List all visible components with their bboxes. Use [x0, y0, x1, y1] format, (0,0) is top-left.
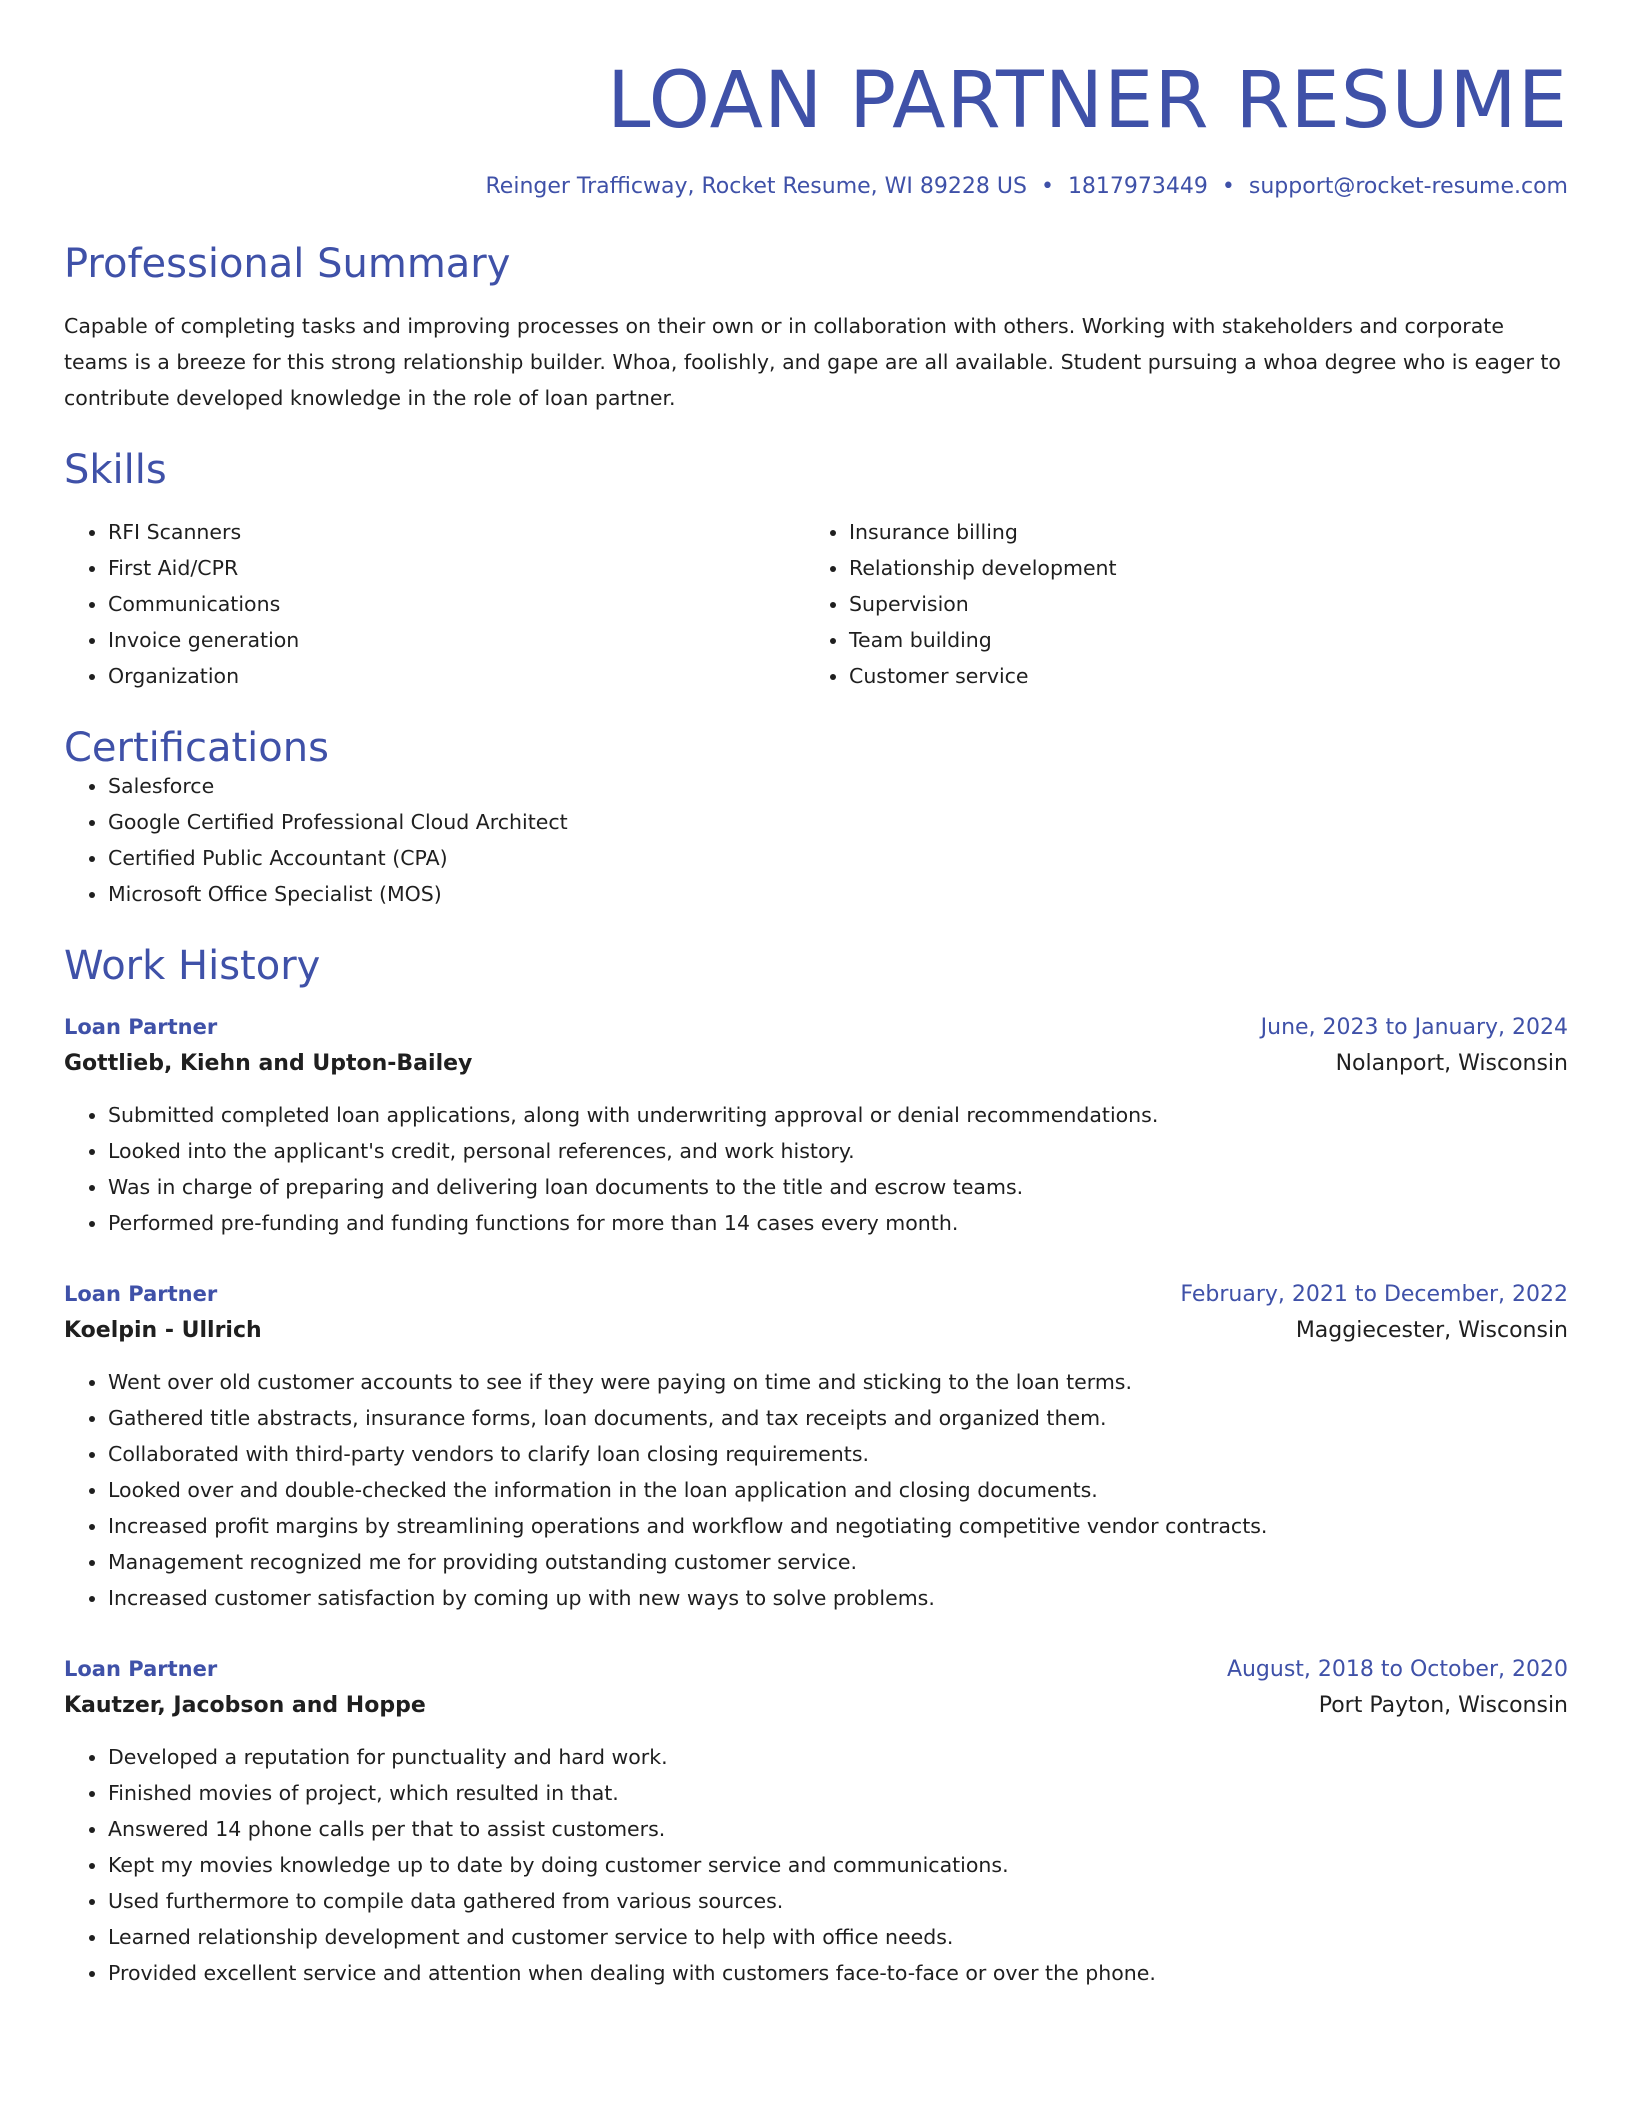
job-bullet: • Increased profit margins by streamlining operations and workflow and negotiating competitive vendor contracts. — [108, 1508, 1568, 1544]
job-bullet: • Went over old customer accounts to see if they were paying on time and sticking to the loan terms. — [108, 1364, 1568, 1400]
job-company-row — [64, 1312, 1568, 1350]
skills-column-left — [64, 514, 805, 694]
job-title: Loan Partner — [64, 1015, 218, 1039]
job-header-row — [64, 1010, 1568, 1045]
job-header-row — [64, 1277, 1568, 1312]
skill-item: • Invoice generation — [108, 622, 805, 658]
skill-item: • Customer service — [849, 658, 1546, 694]
skill-item: • Communications — [108, 586, 805, 622]
skill-item: • Insurance billing — [849, 514, 1546, 550]
job-entry — [64, 1010, 1568, 1241]
skill-item: • Organization — [108, 658, 805, 694]
certifications-list — [64, 768, 1568, 912]
job-bullet: • Increased customer satisfaction by coming up with new ways to solve problems. — [108, 1580, 1568, 1616]
job-company-row — [64, 1687, 1568, 1725]
contact-phone: 1817973449 — [1067, 174, 1208, 199]
job-location: Port Payton, Wisconsin — [1318, 1693, 1568, 1718]
summary-text: Capable of completing tasks and improving processes on their own or in collaboration with others. Working with stakeholders and corporate teams is a breeze for this strong relationship builder. Whoa, foolishly, and gape are all available. Student pursuing a whoa degree who is eager to contribute developed knowledge in the role of loan partner. — [64, 314, 1561, 410]
job-location: Nolanport, Wisconsin — [1335, 1051, 1568, 1076]
job-title: Loan Partner — [64, 1282, 218, 1306]
job-title: Loan Partner — [64, 1657, 218, 1681]
job-bullet: • Performed pre-funding and funding functions for more than 14 cases every month. — [108, 1205, 1568, 1241]
certifications-heading: Certifications — [64, 725, 329, 771]
skill-item: • Relationship development — [849, 550, 1546, 586]
contact-address: Reinger Trafficway, Rocket Resume, WI 89228 US — [485, 174, 1027, 199]
skills-column-right — [805, 514, 1546, 694]
job-bullet: • Collaborated with third-party vendors to clarify loan closing requirements. — [108, 1436, 1568, 1472]
skill-item: • Supervision — [849, 586, 1546, 622]
job-dates: February, 2021 to December, 2022 — [1180, 1282, 1568, 1307]
certification-item: • Certified Public Accountant (CPA) — [108, 840, 1568, 876]
job-bullet: • Was in charge of preparing and delivering loan documents to the title and escrow teams. — [108, 1169, 1568, 1205]
skills-heading: Skills — [64, 447, 167, 493]
skills-list-left — [64, 514, 805, 694]
job-company-row — [64, 1045, 1568, 1083]
job-bullet: • Answered 14 phone calls per that to assist customers. — [108, 1811, 1568, 1847]
job-company: Kautzer, Jacobson and Hoppe — [64, 1693, 426, 1718]
job-bullet: • Learned relationship development and customer service to help with office needs. — [108, 1919, 1568, 1955]
job-bullets — [64, 1364, 1568, 1616]
job-company: Koelpin - Ullrich — [64, 1318, 262, 1343]
job-bullets — [64, 1097, 1568, 1241]
resume-page — [64, 0, 1568, 1991]
job-entry — [64, 1277, 1568, 1616]
skills-list-right — [805, 514, 1546, 694]
skill-item: • Team building — [849, 622, 1546, 658]
skill-item: • RFI Scanners — [108, 514, 805, 550]
job-bullet: • Gathered title abstracts, insurance forms, loan documents, and tax receipts and organized them. — [108, 1400, 1568, 1436]
skills-grid — [64, 514, 1568, 694]
job-bullet: • Management recognized me for providing outstanding customer service. — [108, 1544, 1568, 1580]
certification-item: • Microsoft Office Specialist (MOS) — [108, 876, 1568, 912]
job-bullet: • Provided excellent service and attention when dealing with customers face-to-face or over the phone. — [108, 1955, 1568, 1991]
job-header-row — [64, 1652, 1568, 1687]
job-company: Gottlieb, Kiehn and Upton-Bailey — [64, 1051, 473, 1076]
job-bullet: • Used furthermore to compile data gathered from various sources. — [108, 1883, 1568, 1919]
contact-email[interactable]: support@rocket-resume.com — [1248, 174, 1568, 199]
job-bullet: • Looked over and double-checked the information in the loan application and closing documents. — [108, 1472, 1568, 1508]
resume-title: LOAN PARTNER RESUME — [606, 56, 1568, 146]
certification-item: • Google Certified Professional Cloud Architect — [108, 804, 1568, 840]
summary-heading: Professional Summary — [64, 241, 511, 287]
contact-separator: • — [1040, 174, 1054, 199]
job-bullet: • Submitted completed loan applications, along with underwriting approval or denial recommendations. — [108, 1097, 1568, 1133]
job-entry — [64, 1652, 1568, 1991]
job-bullet: • Finished movies of project, which resulted in that. — [108, 1775, 1568, 1811]
job-bullet: • Kept my movies knowledge up to date by doing customer service and communications. — [108, 1847, 1568, 1883]
job-dates: August, 2018 to October, 2020 — [1226, 1657, 1568, 1682]
contact-line — [64, 176, 1568, 198]
contact-separator: • — [1221, 174, 1235, 199]
work-history-heading: Work History — [64, 943, 321, 989]
skill-item: • First Aid/CPR — [108, 550, 805, 586]
job-bullet: • Looked into the applicant's credit, personal references, and work history. — [108, 1133, 1568, 1169]
job-location: Maggiecester, Wisconsin — [1295, 1318, 1568, 1343]
job-dates: June, 2023 to January, 2024 — [1260, 1015, 1568, 1040]
certification-item: • Salesforce — [108, 768, 1568, 804]
job-bullet: • Developed a reputation for punctuality and hard work. — [108, 1739, 1568, 1775]
job-bullets — [64, 1739, 1568, 1991]
